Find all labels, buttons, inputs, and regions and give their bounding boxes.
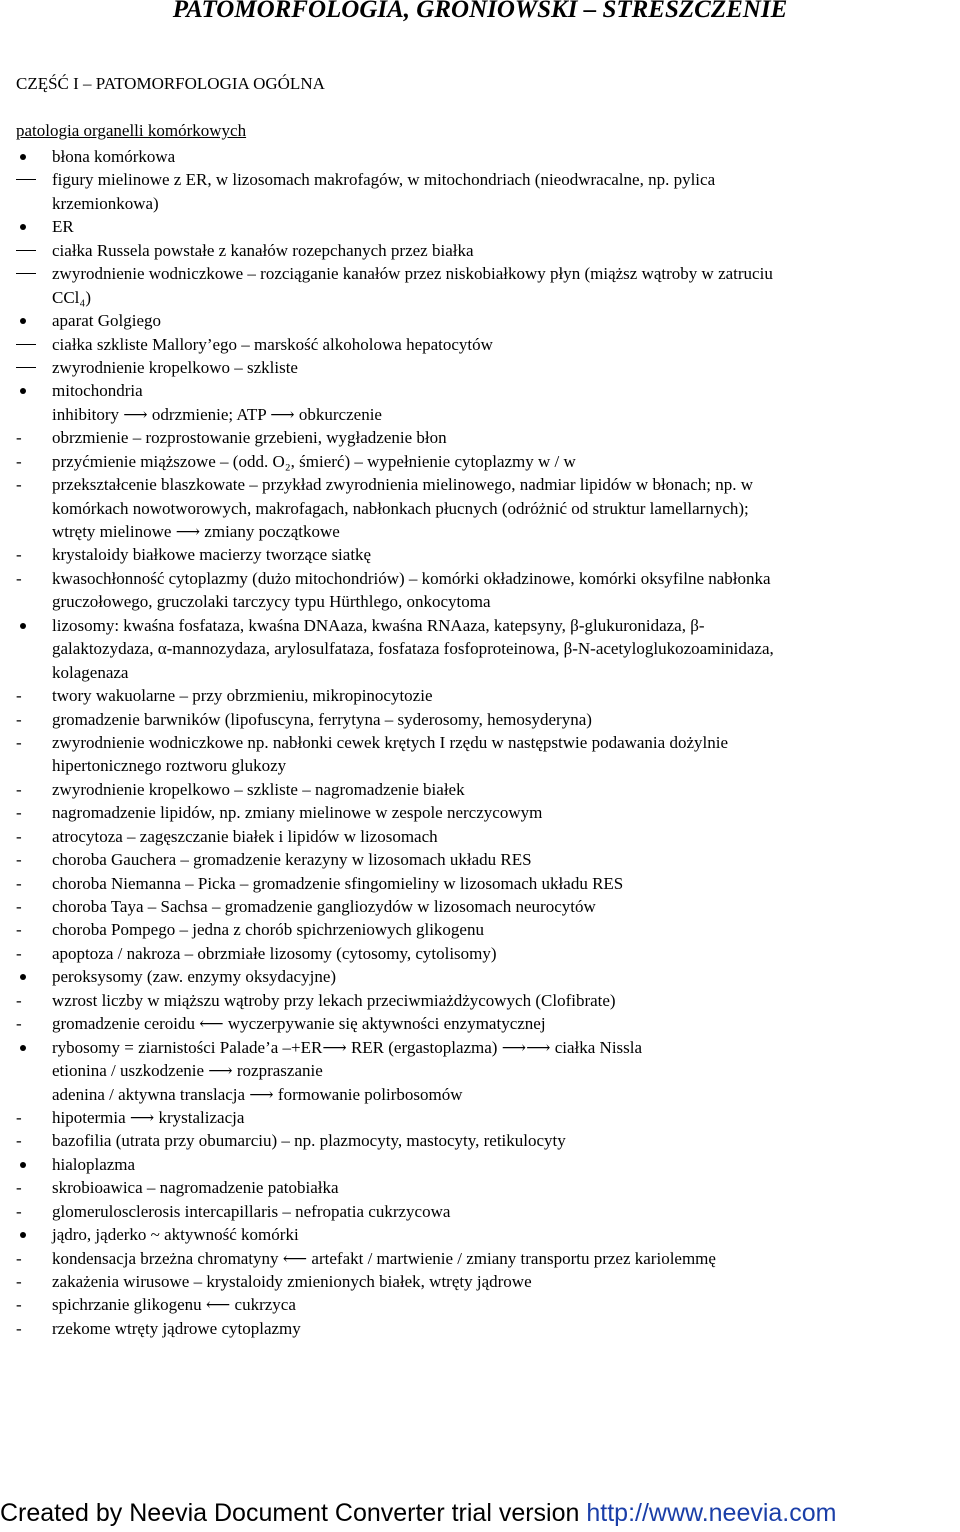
list-item xyxy=(0,965,960,988)
list-item-text: spichrzanie glikogenu ⟵ cukrzyca xyxy=(52,1295,296,1315)
list-item xyxy=(0,356,960,379)
list-item-text: galaktozydaza, α-mannozydaza, arylosulfataza, fosfataza fosfoproteinowa, β-N-acetyloglukozoaminidaza, xyxy=(52,639,774,659)
list-item xyxy=(0,684,960,707)
list-item-text: obrzmienie – rozprostowanie grzebieni, wygładzenie błon xyxy=(52,428,447,448)
list-item-text: zwyrodnienie wodniczkowe – rozciąganie kanałów przez niskobiałkowy płyn (miąższ wątroby w zatruciu xyxy=(52,264,773,284)
list-item xyxy=(0,942,960,965)
list-item xyxy=(0,1106,960,1129)
list-item-text: etionina / uszkodzenie ⟶ rozpraszanie xyxy=(52,1061,323,1081)
list-item xyxy=(0,309,960,332)
list-item xyxy=(0,473,960,496)
list-item xyxy=(0,614,960,637)
list-item-text: kondensacja brzeżna chromatyny ⟵ artefakt / martwienie / zmiany transportu przez kariolemmę xyxy=(52,1248,716,1268)
list-item xyxy=(0,778,960,801)
list-item-text: hipertonicznego roztworu glukozy xyxy=(52,756,287,776)
list-item xyxy=(0,731,960,754)
list-item-text: gromadzenie barwników (lipofuscyna, ferrytyna – syderosomy, hemosyderyna) xyxy=(52,709,592,729)
list-item xyxy=(0,1270,960,1293)
list-item xyxy=(0,520,960,543)
list-item-text: gruczołowego, gruczolaki tarczycy typu Hürthlego, onkocytoma xyxy=(52,592,491,612)
list-item-text: inhibitory ⟶ odrzmienie; ATP ⟶ obkurczenie xyxy=(52,404,382,424)
list-item-text: wzrost liczby w miąższu wątroby przy lekach przeciwmiażdżycowych (Clofibrate) xyxy=(52,990,616,1010)
list-item xyxy=(0,801,960,824)
list-item-text: glomerulosclerosis intercapillaris – nefropatia cukrzycowa xyxy=(52,1201,451,1221)
list-item-text: figury mielinowe z ER, w lizosomach makrofagów, w mitochondriach (nieodwracalne, np. pylica xyxy=(52,170,716,190)
list-item-text: kwasochłonność cytoplazmy (dużo mitochondriów) – komórki okładzinowe, komórki oksyfilne nabłonka xyxy=(52,568,771,588)
list-item xyxy=(0,286,960,309)
list-item-text: skrobioawica – nagromadzenie patobiałka xyxy=(52,1178,339,1198)
list-item xyxy=(0,825,960,848)
list-item xyxy=(0,333,960,356)
list-item xyxy=(0,1200,960,1223)
list-item xyxy=(0,426,960,449)
list-item xyxy=(0,872,960,895)
list-item xyxy=(0,1012,960,1035)
list-item xyxy=(0,1293,960,1316)
list-item xyxy=(0,215,960,238)
list-item-text: przyćmienie miąższowe – (odd. O₂, śmierć) – wypełnienie cytoplazmy w / w xyxy=(52,451,576,471)
list-item-text: aparat Golgiego xyxy=(52,311,162,331)
list-item xyxy=(0,145,960,168)
list-item-text: adenina / aktywna translacja ⟶ formowanie polirbosomów xyxy=(52,1084,463,1104)
list-item-text: rzekome wtręty jądrowe cytoplazmy xyxy=(52,1318,301,1338)
list-item-text: choroba Gauchera – gromadzenie kerazyny w lizosomach układu RES xyxy=(52,850,532,870)
list-item xyxy=(0,848,960,871)
list-item-text: kolagenaza xyxy=(52,662,129,682)
converter-footer xyxy=(0,1498,960,1528)
list-item-text: przekształcenie blaszkowate – przykład zwyrodnienia mielinowego, nadmiar lipidów w błonach; np. w xyxy=(52,475,754,495)
list-item-text: choroba Pompego – jedna z chorób spichrzeniowych glikogenu xyxy=(52,920,484,940)
list-item-text: rybosomy = ziarnistości Palade’a –+ER⟶ RER (ergastoplazma) ⟶⟶ ciałka Nissla xyxy=(52,1037,643,1057)
list-item-text: zwyrodnienie kropelkowo – szkliste xyxy=(52,357,298,377)
list-item-text: lizosomy: kwaśna fosfataza, kwaśna DNAaza, kwaśna RNAaza, katepsyny, β-glukuronidaza, β- xyxy=(52,615,705,635)
list-item-text: krystaloidy białkowe macierzy tworzące siatkę xyxy=(52,545,372,565)
list-item-text: jądro, jąderko ~ aktywność komórki xyxy=(52,1225,299,1245)
list-item-text: twory wakuolarne – przy obrzmieniu, mikropinocytozie xyxy=(52,686,433,706)
list-item-text: błona komórkowa xyxy=(52,147,176,166)
list-item xyxy=(0,1036,960,1059)
footer-link[interactable]: http://www.neevia.com xyxy=(586,1499,837,1527)
list-item-text: peroksysomy (zaw. enzymy oksydacyjne) xyxy=(52,967,337,987)
list-item xyxy=(0,708,960,731)
list-item-text: hialoplazma xyxy=(52,1154,136,1174)
list-item xyxy=(0,918,960,941)
list-item xyxy=(0,1059,960,1082)
list-item-text: krzemionkowa) xyxy=(52,193,159,213)
list-item xyxy=(0,989,960,1012)
list-item xyxy=(0,895,960,918)
list-item xyxy=(0,1317,960,1340)
document-title: PATOMORFOLOGIA, GRONIOWSKI – STRESZCZENIE xyxy=(172,0,788,23)
list-item xyxy=(0,637,960,660)
list-item xyxy=(0,1223,960,1246)
list-item xyxy=(0,1247,960,1270)
footer-text: Created by Neevia Document Converter trial version xyxy=(0,1499,587,1527)
list-item xyxy=(0,192,960,215)
list-item xyxy=(0,567,960,590)
list-item xyxy=(0,168,960,191)
list-item-text: choroba Taya – Sachsa – gromadzenie gangliozydów w lizosomach neurocytów xyxy=(52,897,596,916)
list-item-text: zwyrodnienie wodniczkowe np. nabłonki cewek krętych I rzędu w następstwie podawania dożylnie xyxy=(52,732,728,752)
list-item xyxy=(0,1153,960,1176)
list-item-text: ciałka Russela powstałe z kanałów rozepchanych przez białka xyxy=(52,240,474,260)
part-heading: CZĘŚĆ I – PATOMORFOLOGIA OGÓLNA xyxy=(16,74,325,93)
list-item-text: zakażenia wirusowe – krystaloidy zmienionych białek, wtręty jądrowe xyxy=(52,1272,532,1291)
list-item-text: zwyrodnienie kropelkowo – szkliste – nagromadzenie białek xyxy=(52,779,465,799)
content-list xyxy=(0,145,960,1340)
list-item xyxy=(0,379,960,402)
list-item xyxy=(0,590,960,613)
list-item-text: CCl₄) xyxy=(52,287,91,307)
list-item xyxy=(0,239,960,262)
list-item-text: nagromadzenie lipidów, np. zmiany mielinowe w zespole nerczycowym xyxy=(52,803,543,823)
list-item xyxy=(0,1083,960,1106)
list-item-text: bazofilia (utrata przy obumarciu) – np. plazmocyty, mastocyty, retikulocyty xyxy=(52,1131,566,1151)
list-item-text: komórkach nowotworowych, makrofagach, nabłonkach płucnych (odróżnić od struktur lamellarnych); xyxy=(52,498,749,518)
list-item xyxy=(0,262,960,285)
list-item-text: atrocytoza – zagęszczanie białek i lipidów w lizosomach xyxy=(52,826,438,846)
list-item-text: gromadzenie ceroidu ⟵ wyczerpywanie się aktywności enzymatycznej xyxy=(52,1014,546,1034)
list-item xyxy=(0,450,960,473)
list-item-text: apoptoza / nakroza – obrzmiałe lizosomy (cytosomy, cytolisomy) xyxy=(52,943,497,963)
list-item-text: ciałka szkliste Mallory’ego – marskość alkoholowa hepatocytów xyxy=(52,334,493,354)
list-item xyxy=(0,1129,960,1152)
list-item xyxy=(0,754,960,777)
list-item xyxy=(0,543,960,566)
list-item-text: hipotermia ⟶ krystalizacja xyxy=(52,1107,245,1127)
list-item xyxy=(0,1176,960,1199)
list-item xyxy=(0,661,960,684)
section-heading: patologia organelli komórkowych xyxy=(16,121,247,140)
list-item xyxy=(0,403,960,426)
list-item-text: choroba Niemanna – Picka – gromadzenie sfingomieliny w lizosomach układu RES xyxy=(52,873,624,893)
list-item xyxy=(0,497,960,520)
list-item-text: wtręty mielinowe ⟶ zmiany początkowe xyxy=(52,522,340,541)
list-item-text: mitochondria xyxy=(52,381,143,401)
list-item-text: ER xyxy=(52,217,74,237)
